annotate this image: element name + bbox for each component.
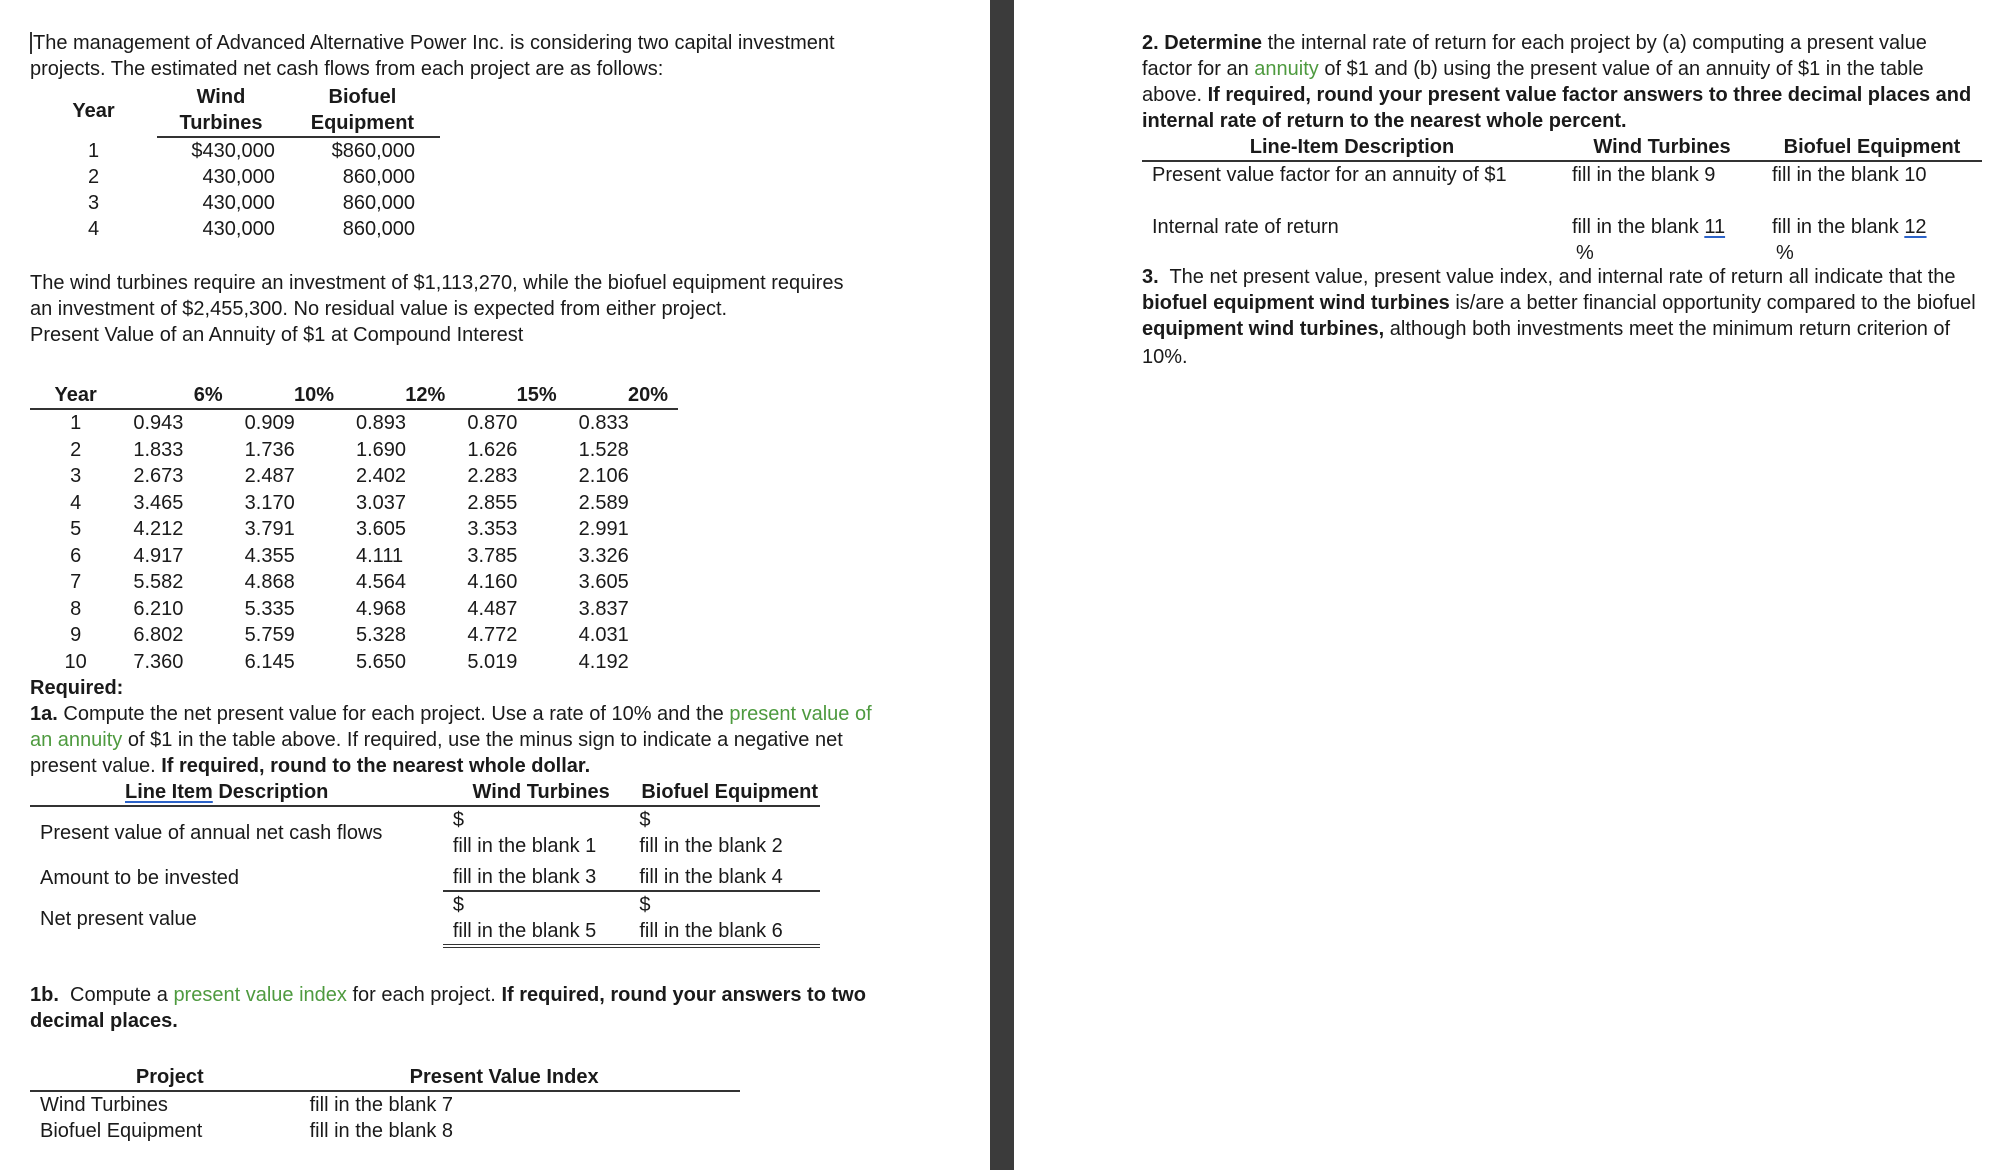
blank-1-input[interactable]: fill in the blank 1 <box>452 835 597 857</box>
pv-factor: 2.673 <box>133 465 184 488</box>
table-row <box>1142 161 1982 188</box>
currency-symbol: $ <box>639 894 651 916</box>
pv-factor: 4.487 <box>467 597 518 620</box>
pv-factor: 5.582 <box>133 571 184 594</box>
pvi-project: Wind Turbines <box>40 1094 168 1116</box>
table-row <box>30 490 678 517</box>
pv-factor: 0.943 <box>133 412 184 435</box>
table-row <box>30 543 678 570</box>
blank-10-input[interactable]: fill in the blank 10 <box>1772 164 1927 186</box>
q2-line-3 <box>1142 82 1992 108</box>
pv-factor: 4.160 <box>467 571 518 594</box>
pv-year: 6 <box>70 544 82 567</box>
irr-header-biofuel: Biofuel Equipment <box>1762 134 1982 161</box>
cf-wind: 430,000 <box>202 218 275 240</box>
required-label: Required: <box>30 677 124 699</box>
currency-symbol: $ <box>452 809 464 831</box>
percent-unit: % <box>1776 242 1794 264</box>
cf-wind: $430,000 <box>191 140 275 162</box>
pv-factor: 2.283 <box>467 465 518 488</box>
pv-factor: 3.837 <box>578 597 629 620</box>
table-row <box>30 806 820 859</box>
pv-header-row <box>30 382 678 409</box>
table-row <box>30 463 678 490</box>
pv-header-year: Year <box>30 382 121 409</box>
npv-header-desc-word: Description <box>218 781 329 803</box>
q3-text-b: is/are a better financial opportunity compared to the biofuel <box>1455 292 1976 314</box>
left-panel <box>30 30 990 1144</box>
pv-header-rate: 12% <box>344 382 455 409</box>
pv-factor: 6.210 <box>133 597 184 620</box>
pv-factor: 4.868 <box>244 571 295 594</box>
page-divider <box>990 0 1014 1170</box>
irr-biofuel-cell <box>1762 188 1982 266</box>
blank-11-input[interactable] <box>1572 214 1762 240</box>
pv-factor: 4.772 <box>467 624 518 647</box>
table-row <box>30 596 678 623</box>
npv-row-label: Amount to be invested <box>40 867 240 889</box>
pv-header-rate: 15% <box>455 382 566 409</box>
currency-symbol: $ <box>452 894 464 916</box>
pv-factor: 3.785 <box>467 544 518 567</box>
pv-year: 2 <box>70 438 82 461</box>
q1a-line-1 <box>30 701 990 727</box>
q1b-text-b: for each project. <box>352 984 496 1006</box>
pv-year: 1 <box>70 412 82 435</box>
q3-text-a: The net present value, present value index, and internal rate of return all indicate that the <box>1169 266 1956 288</box>
npv-table <box>30 779 820 948</box>
cf-year: 1 <box>87 139 100 162</box>
pv-index-link[interactable]: present value index <box>173 984 347 1006</box>
cf-year: 4 <box>87 218 100 240</box>
table-row <box>30 1118 740 1144</box>
q3-line-3 <box>1142 316 1992 342</box>
q1a-text-2: of $1 in the table above. If required, use the minus sign to indicate a negative net <box>127 729 843 751</box>
npv-header-line-item: Line Item <box>125 781 213 803</box>
q1a-text: Compute the net present value for each project. Use a rate of 10% and the <box>63 703 724 725</box>
q2-bold-a: If required, round your present value factor answers to three decimal places and <box>1207 84 1972 106</box>
pv-factor: 0.909 <box>244 412 295 435</box>
pv-factor: 2.991 <box>578 518 629 541</box>
pv-header-rate: 6% <box>121 382 232 409</box>
cf-wind: 430,000 <box>202 192 275 214</box>
pv-factor: 1.736 <box>244 438 295 461</box>
table-row <box>30 859 820 891</box>
pv-factor: 7.360 <box>133 650 184 673</box>
table-row <box>30 409 678 437</box>
table-row <box>30 164 440 190</box>
blank-12-input[interactable] <box>1772 214 1982 240</box>
pv-header-rate: 10% <box>233 382 344 409</box>
cf-biofuel: 860,000 <box>342 192 415 214</box>
pv-year: 9 <box>70 624 82 647</box>
pvi-header-index: Present Value Index <box>310 1064 740 1091</box>
intro-line-1 <box>30 30 990 56</box>
annuity-link[interactable]: annuity <box>1254 58 1319 80</box>
pv-body <box>30 409 678 675</box>
table-row <box>30 137 440 164</box>
pv-factor: 3.791 <box>244 518 295 541</box>
irr-row-label: Present value factor for an annuity of $1 <box>1152 164 1507 186</box>
pv-factor: 2.487 <box>244 465 295 488</box>
q1a-line-2 <box>30 727 990 753</box>
cf-header-year: Year <box>72 99 115 122</box>
pv-factor: 2.106 <box>578 465 629 488</box>
q2-text-b: factor for an <box>1142 58 1249 80</box>
blank-9-input[interactable]: fill in the blank 9 <box>1572 164 1716 186</box>
npv-row-label: Present value of annual net cash flows <box>40 822 383 844</box>
pv-factor: 2.402 <box>356 465 407 488</box>
table-row <box>30 516 678 543</box>
pv-year: 5 <box>70 518 82 541</box>
pv-factor: 2.589 <box>578 491 629 514</box>
pv-factor: 3.037 <box>356 491 407 514</box>
table-row <box>30 437 678 464</box>
pv-table-title: Present Value of an Annuity of $1 at Compound Interest <box>30 324 524 346</box>
cf-header-biofuel-bottom: Equipment <box>285 110 440 137</box>
blank-12-text: fill in the blank <box>1772 216 1899 238</box>
blank-12-number: 12 <box>1904 216 1927 238</box>
blank-4-input[interactable]: fill in the blank 4 <box>629 859 820 891</box>
irr-table <box>1142 134 1982 266</box>
q2-text-a: the internal rate of return for each project by (a) computing a present value <box>1267 32 1927 54</box>
pv-factor: 4.564 <box>356 571 407 594</box>
pvi-header-project: Project <box>30 1064 310 1091</box>
pv-factor: 3.465 <box>133 491 184 514</box>
pv-factor: 2.855 <box>467 491 518 514</box>
blank-2-input[interactable]: fill in the blank 2 <box>639 835 783 857</box>
q2-label: 2. Determine <box>1142 32 1263 54</box>
investment-line-1: The wind turbines require an investment of $1,113,270, while the biofuel equipment requires <box>30 272 844 294</box>
pv-factor: 1.833 <box>133 438 184 461</box>
q1a-bold: If required, round to the nearest whole dollar. <box>161 755 591 777</box>
pv-factor: 4.355 <box>244 544 295 567</box>
cf-biofuel: 860,000 <box>342 218 415 240</box>
pv-factor: 0.893 <box>356 412 407 435</box>
pv-year: 10 <box>64 650 87 673</box>
npv-cell <box>629 891 820 946</box>
pv-factor: 5.328 <box>356 624 407 647</box>
irr-row-label: Internal rate of return <box>1152 216 1339 238</box>
irr-header-wind: Wind Turbines <box>1562 134 1762 161</box>
percent-unit: % <box>1576 242 1594 264</box>
q3-dropdown-1[interactable]: biofuel equipment wind turbines <box>1142 292 1450 314</box>
pv-factor: 4.212 <box>133 518 184 541</box>
pv-annuity-link-1[interactable]: present value of <box>729 703 872 725</box>
q2-line-2 <box>1142 56 1992 82</box>
q1b-bold-a: If required, round your answers to two <box>501 984 866 1006</box>
intro-line-2: projects. The estimated net cash flows from each project are as follows: <box>30 58 664 80</box>
cash-flow-table <box>30 84 440 242</box>
cf-header-wind-bottom: Turbines <box>157 110 285 137</box>
cf-header-wind-top: Wind <box>196 86 246 108</box>
pv-factor: 3.326 <box>578 544 629 567</box>
npv-cell <box>629 806 820 859</box>
pv-year: 4 <box>70 491 82 514</box>
pv-factor: 5.650 <box>356 650 407 673</box>
table-row <box>30 1091 740 1118</box>
pv-header-rate: 20% <box>567 382 678 409</box>
npv-header-description <box>30 779 443 806</box>
pv-factor: 6.145 <box>244 650 295 673</box>
npv-header-wind: Wind Turbines <box>443 779 630 806</box>
npv-header-biofuel: Biofuel Equipment <box>629 779 820 806</box>
intro-text-1: The management of Advanced Alternative Power Inc. is considering two capital investment <box>33 32 835 54</box>
q3-line-1 <box>1142 264 1992 290</box>
pv-factor: 3.170 <box>244 491 295 514</box>
q1b-text-a: Compute a <box>70 984 168 1006</box>
pv-factor: 1.626 <box>467 438 518 461</box>
npv-cell <box>443 806 630 859</box>
pv-factor: 4.192 <box>578 650 629 673</box>
npv-cell <box>443 891 630 946</box>
pv-year: 8 <box>70 597 82 620</box>
q3-text-c: although both investments meet the minimum return criterion of <box>1389 318 1951 340</box>
npv-row-label: Net present value <box>40 907 197 930</box>
investment-line-2: an investment of $2,455,300. No residual value is expected from either project. <box>30 298 728 320</box>
q3-line-2 <box>1142 290 1992 316</box>
blank-11-text: fill in the blank <box>1572 216 1699 238</box>
blank-7-input[interactable]: fill in the blank 7 <box>309 1094 454 1116</box>
pv-annuity-table <box>30 382 678 675</box>
q2-text-c: of $1 and (b) using the present value of an annuity of $1 in the table <box>1324 58 1924 80</box>
table-row <box>1142 188 1982 266</box>
pvi-project: Biofuel Equipment <box>40 1120 203 1142</box>
table-row <box>30 891 820 946</box>
pv-factor: 5.335 <box>244 597 295 620</box>
q1b-line-1 <box>30 982 990 1008</box>
q2-bold-b: internal rate of return to the nearest whole percent. <box>1142 110 1627 132</box>
irr-wind-cell <box>1562 188 1762 266</box>
table-row <box>30 216 440 242</box>
pv-factor: 3.605 <box>356 518 407 541</box>
q3-text-d: 10%. <box>1142 346 1188 368</box>
pv-factor: 4.917 <box>133 544 184 567</box>
pv-factor: 5.759 <box>244 624 295 647</box>
cf-header-biofuel-top: Biofuel <box>328 86 397 108</box>
table-row <box>30 649 678 676</box>
pv-factor: 6.802 <box>133 624 184 647</box>
table-row <box>30 622 678 649</box>
currency-symbol: $ <box>639 809 651 831</box>
pv-factor: 1.690 <box>356 438 407 461</box>
cf-year: 2 <box>87 166 100 188</box>
pv-factor: 1.528 <box>578 438 629 461</box>
pv-factor: 3.605 <box>578 571 629 594</box>
blank-11-number: 11 <box>1704 216 1726 238</box>
q2-text-d: above. <box>1142 84 1203 106</box>
right-panel <box>1142 30 1992 370</box>
q1a-label: 1a. <box>30 703 58 725</box>
pv-factor: 5.019 <box>467 650 518 673</box>
q2-line-1 <box>1142 30 1992 56</box>
cf-biofuel: 860,000 <box>342 166 415 188</box>
table-row <box>30 569 678 596</box>
pv-year: 7 <box>70 571 82 594</box>
pv-factor: 3.353 <box>467 518 518 541</box>
q1a-text-3: present value. <box>30 755 156 777</box>
q3-label: 3. <box>1142 266 1159 288</box>
blank-8-input[interactable]: fill in the blank 8 <box>309 1120 454 1142</box>
cf-year: 3 <box>87 192 100 214</box>
pvi-table <box>30 1064 740 1144</box>
pv-factor: 4.031 <box>578 624 629 647</box>
pv-factor: 4.111 <box>356 544 404 567</box>
table-row <box>30 190 440 216</box>
cf-biofuel: $860,000 <box>331 140 415 162</box>
pv-year: 3 <box>70 465 82 488</box>
pv-factor: 0.833 <box>578 412 629 435</box>
pv-factor: 0.870 <box>467 412 518 435</box>
q1a-line-3 <box>30 753 990 779</box>
irr-header-description: Line-Item Description <box>1142 134 1562 161</box>
blank-5-input[interactable]: fill in the blank 5 <box>452 920 597 942</box>
pv-annuity-link-2[interactable]: an annuity <box>30 729 123 751</box>
blank-6-input[interactable]: fill in the blank 6 <box>639 920 783 942</box>
pv-factor: 4.968 <box>356 597 407 620</box>
cf-wind: 430,000 <box>202 166 275 188</box>
q3-dropdown-2[interactable]: equipment wind turbines, <box>1142 318 1385 340</box>
q1b-bold-b: decimal places. <box>30 1010 178 1032</box>
blank-3-input[interactable]: fill in the blank 3 <box>443 859 630 891</box>
q1b-label: 1b. <box>30 984 59 1006</box>
